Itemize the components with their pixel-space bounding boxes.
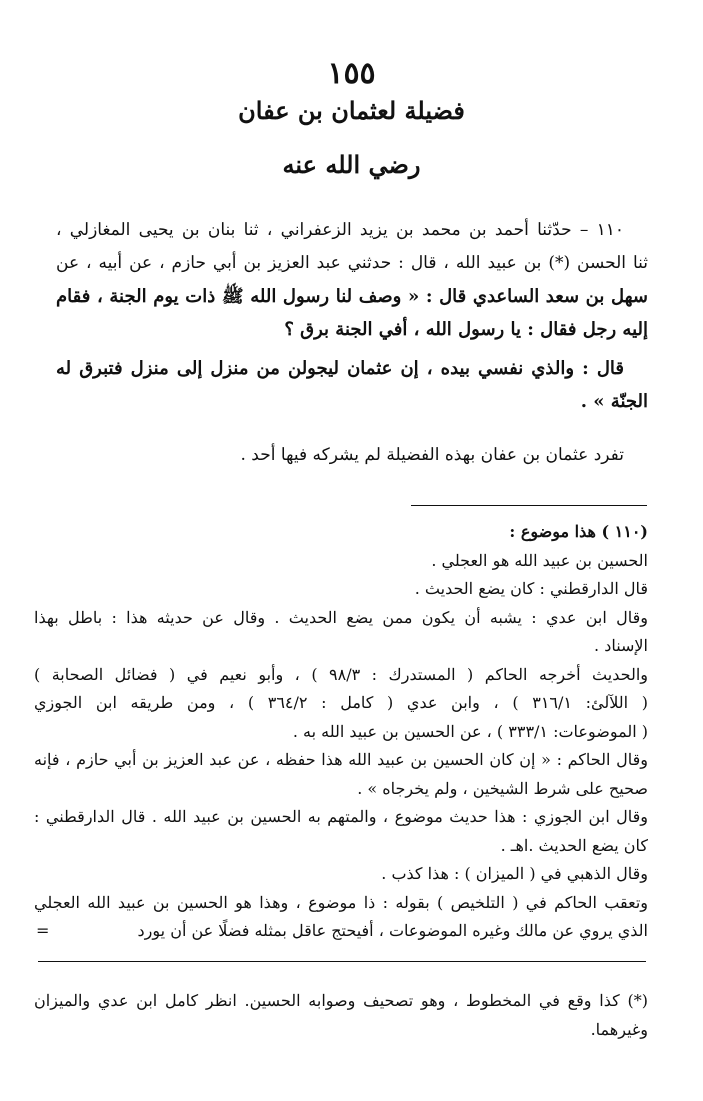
chapter-title: فضيلة لعثمان بن عفان: [238, 96, 465, 125]
footnote-divider: [38, 961, 646, 962]
note-line: قال الدارقطني : كان يضع الحديث .: [414, 579, 648, 598]
answer-line: الجنّة » .: [580, 391, 648, 412]
hadith-answer: [56, 352, 648, 418]
note-line-text: الذي يروي عن مالك وغيره الموضوعات ، أفيحتج عاقل بمثله فضلًا عن أن يورد: [137, 921, 648, 940]
section-divider: [411, 505, 647, 506]
note-line: الحسين بن عبيد الله هو العجلي .: [431, 550, 648, 570]
hadith-line: ثنا الحسن (*) بن عبيد الله ، قال : حدثني عبد العزيز بن أبي حازم ، عن أبيه ، عن: [56, 253, 648, 273]
note-line: وقال ابن الجوزي : هذا حديث موضوع ، والمتهم به الحسين بن عبيد الله . قال الدارقطني :: [34, 807, 648, 826]
hadith-text: [56, 214, 648, 346]
note-line: وقال الحاكم : « إن كان الحسين بن عبيد الله هذا حفظه ، عن عبد العزيز بن أبي حازم ، فإنه: [34, 750, 648, 769]
note-line: ( اللآلئ: ٣١٦/١ ) ، وابن عدي ( كامل : ٣٦٤/٢ ) ، ومن طريقه ابن الجوزي: [34, 693, 648, 712]
note-line: وقال الذهبي في ( الميزان ) : هذا كذب .: [381, 864, 648, 883]
commentary-notes: [34, 518, 648, 946]
hadith-line: إليه رجل فقال : يا رسول الله ، أفي الجنة برق ؟: [284, 319, 648, 340]
note-line-last: [34, 917, 648, 946]
note-line: وتعقب الحاكم في ( التلخيص ) بقوله : ذا موضوع ، وهذا هو الحسين بن عبيد الله العجلي: [34, 892, 648, 912]
footnote-line: وغيرهما.: [590, 1020, 648, 1039]
page-number: ١٥٥: [327, 56, 376, 91]
answer-line: قال : والذي نفسي بيده ، إن عثمان ليجولن من منزل إلى منزل فتبرق له: [56, 358, 624, 379]
note-line: والحديث أخرجه الحاكم ( المستدرك : ٩٨/٣ ) ، وأبو نعيم في ( فضائل الصحابة ): [34, 664, 648, 684]
note-line: وقال ابن عدي : يشبه أن يكون ممن يضع الحديث . وقال عن حديثه هذا : باطل بهذا: [34, 607, 648, 627]
note-line: ( الموضوعات: ٣٣٣/١ ) ، عن الحسين بن عبيد الله به .: [292, 721, 648, 741]
hadith-conclusion: تفرد عثمان بن عفان بهذه الفضيلة لم يشركه فيها أحد .: [240, 445, 624, 465]
note-line: الإسناد .: [594, 636, 648, 655]
hadith-line: ١١٠ – حدّثنا أحمد بن محمد بن يزيد الزعفراني ، ثنا بنان بن يحيى المغازلي ،: [56, 220, 624, 240]
footnote-line: (*) كذا وقع في المخطوط ، وهو تصحيف وصوابه الحسين. انظر كامل ابن عدي والميزان: [34, 991, 649, 1010]
note-line: صحيح على شرط الشيخين ، ولم يخرجاه » .: [357, 778, 648, 798]
continuation-mark: =: [36, 921, 50, 940]
note-heading: (١١٠ ) هذا موضوع :: [509, 522, 648, 541]
chapter-subtitle: رضي الله عنه: [282, 150, 421, 179]
hadith-line: سهل بن سعد الساعدي قال : « وصف لنا رسول الله ﷺ ذات يوم الجنة ، فقام: [56, 286, 648, 307]
note-line: كان يضع الحديث .اهـ .: [500, 835, 648, 855]
footnote: [34, 986, 648, 1044]
